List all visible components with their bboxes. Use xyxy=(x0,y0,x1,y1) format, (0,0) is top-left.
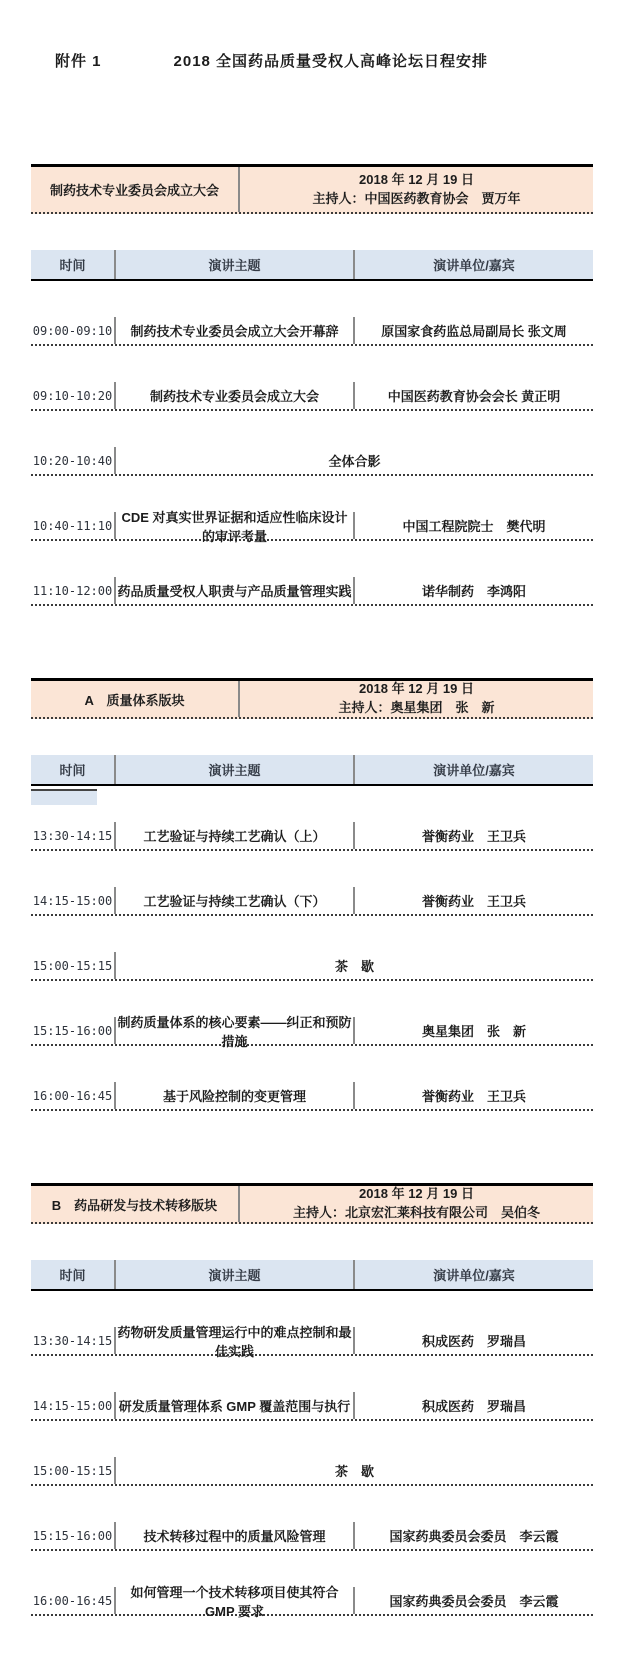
next-table-partial-header xyxy=(31,789,97,805)
table-row xyxy=(31,317,593,346)
table-row xyxy=(31,822,593,851)
column-header-time: 时间 xyxy=(59,763,86,778)
column-header-speaker: 演讲单位/嘉宾 xyxy=(353,1260,593,1289)
section-date: 2018 年 12 月 19 日 xyxy=(359,1186,474,1202)
cell-time: 13:30-14:15 xyxy=(32,828,113,843)
table-row xyxy=(31,1082,593,1111)
section-meta xyxy=(240,167,593,212)
cell-speaker: 诺华制药 李鸿阳 xyxy=(353,577,593,604)
cell-speaker: 奥星集团 张 新 xyxy=(353,1017,593,1044)
section-header-quality-system xyxy=(31,678,593,719)
cell-time: 16:00-16:45 xyxy=(32,1088,113,1103)
table-row xyxy=(31,1014,593,1049)
section-name: B 药品研发与技术转移版块 xyxy=(31,1186,240,1222)
section-host: 主持人：北京宏汇莱科技有限公司 吴伯冬 xyxy=(292,1205,540,1220)
cell-speaker: 中国医药教育协会会长 黄正明 xyxy=(353,382,593,409)
column-header-row xyxy=(31,1260,593,1291)
column-header-row xyxy=(31,250,593,281)
cell-topic: 药物研发质量管理运行中的难点控制和最佳实践 xyxy=(114,1327,353,1354)
cell-time: 11:10-12:00 xyxy=(32,583,113,598)
schedule-table xyxy=(31,92,593,1670)
table-row xyxy=(31,1522,593,1551)
section-date: 2018 年 12 月 19 日 xyxy=(359,681,474,697)
table-row-merged xyxy=(31,1457,593,1486)
cell-time: 15:15-16:00 xyxy=(32,1528,113,1543)
cell-speaker: 原国家食药监总局副局长 张文周 xyxy=(353,317,593,344)
column-header-topic: 演讲主题 xyxy=(114,755,353,784)
cell-topic: 药品质量受权人职责与产品质量管理实践 xyxy=(114,577,353,604)
cell-time: 15:00-15:15 xyxy=(32,1463,113,1478)
cell-topic: 制药技术专业委员会成立大会 xyxy=(114,382,353,409)
column-header-speaker: 演讲单位/嘉宾 xyxy=(353,755,593,784)
column-header-speaker: 演讲单位/嘉宾 xyxy=(353,250,593,279)
column-header-time: 时间 xyxy=(59,1268,86,1283)
cell-topic-merged: 茶 歇 xyxy=(114,1457,593,1484)
table-row xyxy=(31,382,593,411)
cell-time: 15:15-16:00 xyxy=(32,1023,113,1038)
cell-time: 15:00-15:15 xyxy=(32,958,113,973)
column-header-topic: 演讲主题 xyxy=(114,250,353,279)
table-row xyxy=(31,1584,593,1619)
cell-speaker: 国家药典委员会委员 李云霞 xyxy=(353,1587,593,1614)
page-title: 2018 全国药品质量受权人高峰论坛日程安排 xyxy=(173,53,489,70)
cell-speaker: 誉衡药业 王卫兵 xyxy=(353,822,593,849)
cell-topic: 制药技术专业委员会成立大会开幕辞 xyxy=(114,317,353,344)
section-header-rd-tech-transfer xyxy=(31,1183,593,1224)
table-row-merged xyxy=(31,952,593,981)
attachment-label: 附件 1 xyxy=(55,53,102,70)
cell-topic-merged: 茶 歇 xyxy=(114,952,593,979)
cell-speaker: 誉衡药业 王卫兵 xyxy=(353,887,593,914)
table-row xyxy=(31,887,593,916)
cell-time: 10:40-11:10 xyxy=(32,518,113,533)
section-name: 制药技术专业委员会成立大会 xyxy=(31,167,240,212)
column-header-topic: 演讲主题 xyxy=(114,1260,353,1289)
cell-topic: 如何管理一个技术转移项目使其符合 GMP 要求 xyxy=(114,1587,353,1614)
cell-speaker: 积成医药 罗瑞昌 xyxy=(353,1327,593,1354)
section-meta xyxy=(240,681,593,717)
table-row xyxy=(31,1392,593,1421)
cell-topic: 研发质量管理体系 GMP 覆盖范围与执行 xyxy=(114,1392,353,1419)
cell-topic: 技术转移过程中的质量风险管理 xyxy=(114,1522,353,1549)
cell-topic: CDE 对真实世界证据和适应性临床设计的审评考量 xyxy=(114,512,353,539)
cell-time: 10:20-10:40 xyxy=(32,453,113,468)
cell-speaker: 积成医药 罗瑞昌 xyxy=(353,1392,593,1419)
cell-time: 13:30-14:15 xyxy=(32,1333,113,1348)
cell-topic: 工艺验证与持续工艺确认（下） xyxy=(114,887,353,914)
cell-speaker: 誉衡药业 王卫兵 xyxy=(353,1082,593,1109)
cell-time: 14:15-15:00 xyxy=(32,1398,113,1413)
column-header-time: 时间 xyxy=(59,258,86,273)
section-host: 主持人：奥星集团 张 新 xyxy=(338,700,495,715)
cell-time: 14:15-15:00 xyxy=(32,893,113,908)
section-date: 2018 年 12 月 19 日 xyxy=(359,171,474,187)
column-header-row xyxy=(31,755,593,786)
cell-topic-merged: 全体合影 xyxy=(114,447,593,474)
cell-speaker: 中国工程院院士 樊代明 xyxy=(353,512,593,539)
section-header-founding-conference xyxy=(31,164,593,214)
cell-time: 09:10-10:20 xyxy=(32,388,113,403)
table-row xyxy=(31,1324,593,1359)
section-host: 主持人：中国医药教育协会 贾万年 xyxy=(312,190,521,206)
section-meta xyxy=(240,1186,593,1222)
cell-topic: 制药质量体系的核心要素——纠正和预防措施 xyxy=(114,1017,353,1044)
cell-time: 16:00-16:45 xyxy=(32,1593,113,1608)
cell-speaker: 国家药典委员会委员 李云霞 xyxy=(353,1522,593,1549)
cell-topic: 基于风险控制的变更管理 xyxy=(114,1082,353,1109)
cell-time: 09:00-09:10 xyxy=(32,323,113,338)
cell-topic: 工艺验证与持续工艺确认（上） xyxy=(114,822,353,849)
table-row xyxy=(31,509,593,544)
table-row-merged xyxy=(31,447,593,476)
section-name: A 质量体系版块 xyxy=(31,681,240,717)
title-row xyxy=(0,0,620,71)
table-row xyxy=(31,577,593,606)
